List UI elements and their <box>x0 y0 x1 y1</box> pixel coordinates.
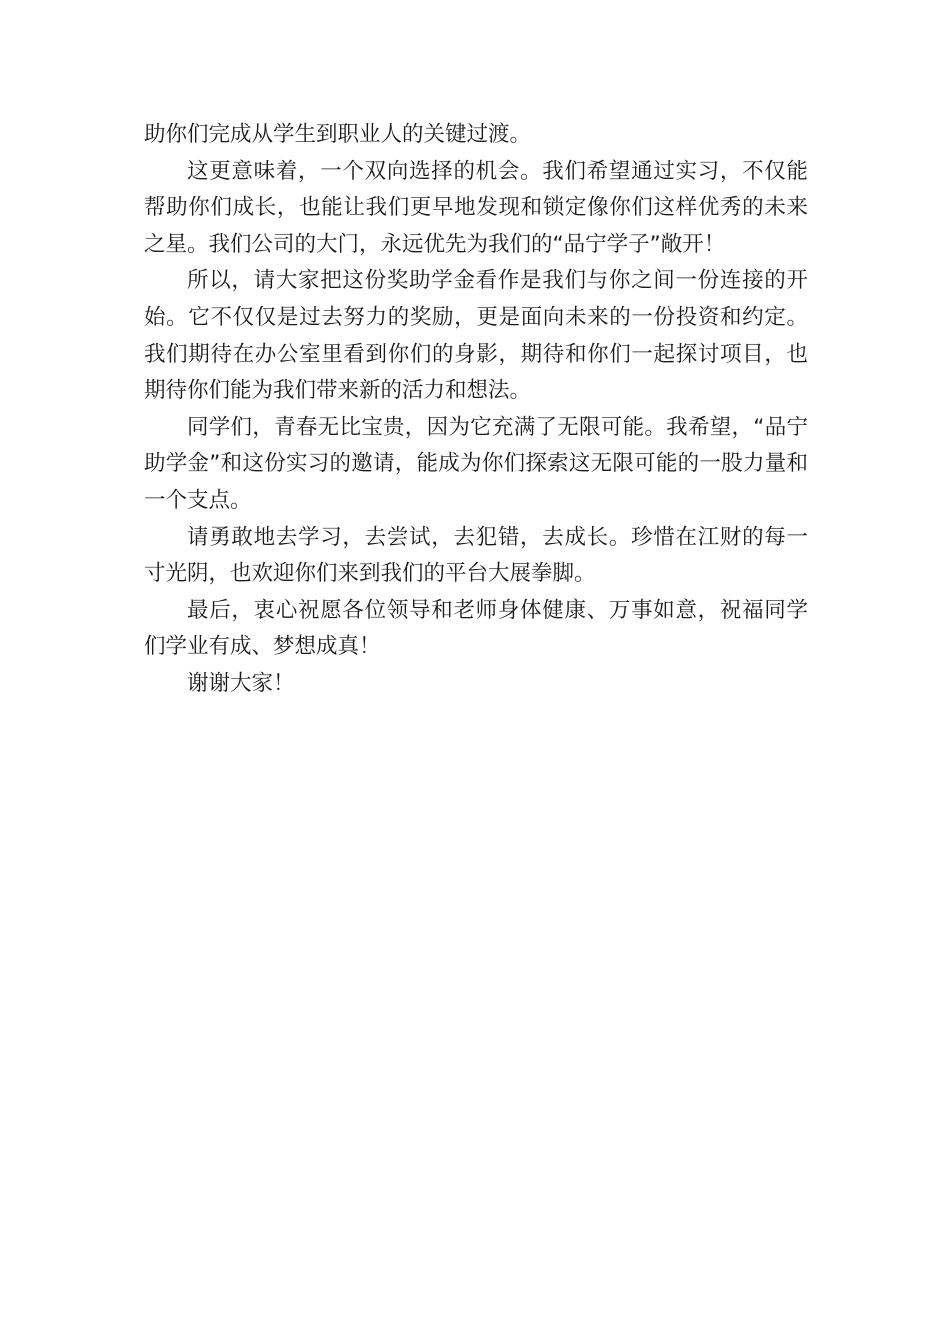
paragraph-continuation: 助你们完成从学生到职业人的关键过渡。 <box>144 122 532 147</box>
paragraph-encouragement: 请勇敢地去学习，去尝试，去犯错，去成长。珍惜在江财的每一寸光阴，也欢迎你们来到我们的平台大展拳脚。 <box>144 524 808 587</box>
paragraph-thanks: 谢谢大家！ <box>187 670 295 696</box>
paragraph-scholarship-meaning: 所以，请大家把这份奖助学金看作是我们与你之间一份连接的开始。它不仅仅是过去努力的奖励，更是面向未来的一份投资和约定。我们期待在办公室里看到你们的身影，期待和你们一起探讨项目，也期待你们能为我们带来新的活力和想法。 <box>144 268 808 404</box>
speech-body <box>144 117 808 703</box>
paragraph-youth: 同学们，青春无比宝贵，因为它充满了无限可能。我希望，“品宁助学金”和这份实习的邀请，能成为你们探索这无限可能的一股力量和一个支点。 <box>144 414 808 513</box>
paragraph-two-way-choice: 这更意味着，一个双向选择的机会。我们希望通过实习，不仅能帮助你们成长，也能让我们更早地发现和锁定像你们这样优秀的未来之星。我们公司的大门，永远优先为我们的“品宁学子”敞开！ <box>144 158 808 257</box>
paragraph-closing-wishes: 最后，衷心祝愿各位领导和老师身体健康、万事如意，祝福同学们学业有成、梦想成真！ <box>144 597 808 660</box>
